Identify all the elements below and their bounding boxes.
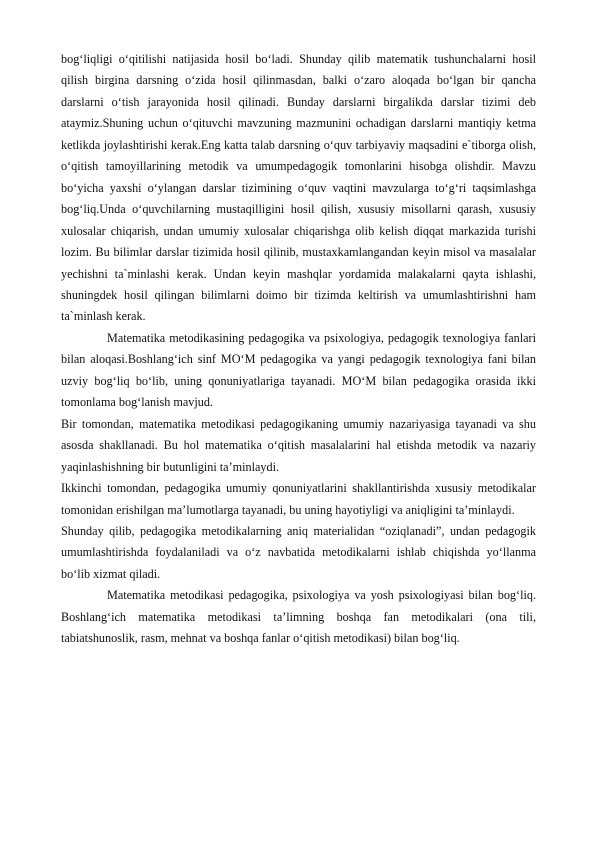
paragraph-3: Bir tomondan, matematika metodikasi pedagogikaning umumiy nazariyasiga tayanadi va shu asosda shakllanadi. Bu hol matematika o‘qitish masalalarini hal etishda metodik va nazariy yaqinlashishning bir butunligini ta’minlaydi. bbox=[61, 416, 536, 474]
paragraph-4: Ikkinchi tomondan, pedagogika umumiy qonuniyatlarini shakllantirishda xususiy metodikalar tomonidan erishilgan ma’lumotlarga tayanadi, bu uning hayotiyligi va aniqligini ta’minlaydi. bbox=[61, 481, 536, 517]
paragraph-6: Matematika metodikasi pedagogika, psixologiya va yosh psixologiyasi bilan bog‘liq. Boshlang‘ich matematika metodikasi ta’limning boshqa fan metodikalari (ona tili, tabiatshunoslik, rasm, mehnat va boshqa fanlar o‘qitish metodikasi) bilan bog‘liq. bbox=[61, 588, 536, 646]
document-body bbox=[61, 49, 536, 650]
paragraph-1: bog‘liqligi o‘qitilishi natijasida hosil bo‘ladi. Shunday qilib matematik tushunchalarni hosil qilish birgina darsning o‘zida hosil qilinmasdan, balki o‘zaro aloqada bo‘lgan bir qancha darslarni o‘tish jarayonida hosil qilinadi. Bunday darslarni birgalikda darslar tizimi deb ataymiz.Shuning uchun o‘qituvchi mavzuning mazmunini ochadigan darslarni mantiqiy ketma ketlikda joylashtirishi kerak.Eng katta talab darsning o‘quv tarbiyaviy maqsadini e`tiborga olish, o‘qitish tamoyillarining metodik va umumpedagogik tomonlarini hisobga olishdir. Mavzu bo‘yicha yaxshi o‘ylangan darslar tizimining o‘quv vaqtini mavzularga to‘g‘ri taqsimlashga bog‘liq.Unda o‘quvchilarning mustaqilligini hosil qilish, xususiy misollarni qarash, xususiy xulosalar chiqarish, undan umumiy xulosalar chiqarishga olib kelish diqqat markazida turishi lozim. Bu bilimlar darslar tizimida hosil qilinib, mustaxkamlangandan keyin misol va masalalar yechishni ta`minlashi kerak. Undan keyin mashqlar yordamida malakalarni qayta ishlashi, shuningdek hosil qilingan bilimlarni doimo bir tizimda keltirish va umumlashtirishni ham ta`minlash kerak. bbox=[61, 52, 536, 324]
paragraph-5: Shunday qilib, pedagogika metodikalarning aniq materialidan “oziqlanadi”, undan pedagogik umumlashtirishda foydalaniladi va o‘z navbatida metodikalarni ishlab chiqishda yo‘llanma bo‘lib xizmat qiladi. bbox=[61, 523, 536, 581]
paragraph-2: Matematika metodikasining pedagogika va psixologiya, pedagogik texnologiya fanlari bilan aloqasi.Boshlang‘ich sinf MO‘M pedagogika va yangi pedagogik texnologiya fani bilan uzviy bog‘liq bo‘lib, uning qonuniyatlariga tayanadi. MO‘M bilan pedagogika orasida ikki tomonlama bog‘lanish mavjud. bbox=[61, 330, 536, 410]
